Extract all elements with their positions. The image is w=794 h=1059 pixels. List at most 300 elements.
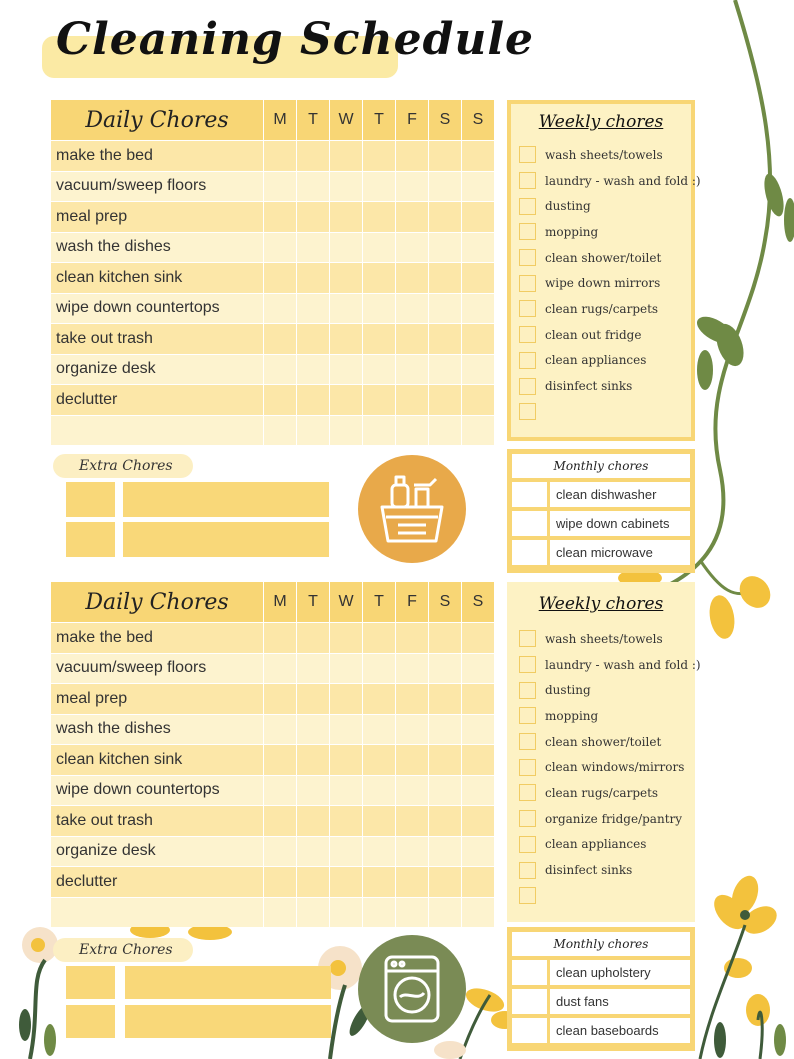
day-checkbox-cell[interactable] xyxy=(264,324,296,354)
daily-chore-label: clean kitchen sink xyxy=(51,263,263,293)
daily-chore-label: wipe down countertops xyxy=(51,294,263,324)
day-checkbox-cell[interactable] xyxy=(396,684,428,714)
day-checkbox-cell[interactable] xyxy=(264,202,296,232)
daily-chores-table-1 xyxy=(51,100,494,445)
daily-chore-row xyxy=(51,416,494,446)
daily-chore-row xyxy=(51,684,494,714)
weekly-chore-item xyxy=(511,806,691,832)
weekly-checkbox[interactable] xyxy=(519,707,536,724)
day-checkbox-cell[interactable] xyxy=(396,355,428,385)
day-checkbox-cell[interactable] xyxy=(297,202,329,232)
daily-chore-label: wipe down countertops xyxy=(51,776,263,806)
weekly-checkbox[interactable] xyxy=(519,275,536,292)
day-checkbox-cell[interactable] xyxy=(264,141,296,171)
day-checkbox-cell[interactable] xyxy=(264,294,296,324)
day-checkbox-cell[interactable] xyxy=(264,385,296,415)
weekly-chore-label: wash sheets/towels xyxy=(545,147,663,162)
day-checkbox-cell[interactable] xyxy=(429,355,461,385)
monthly-chore-label: clean baseboards xyxy=(550,1018,690,1043)
day-checkbox-cell[interactable] xyxy=(264,623,296,653)
day-checkbox-cell[interactable] xyxy=(297,684,329,714)
day-checkbox-cell[interactable] xyxy=(363,172,395,202)
monthly-row xyxy=(512,1018,690,1043)
day-checkbox-cell[interactable] xyxy=(297,623,329,653)
daily-chore-label: declutter xyxy=(51,867,263,897)
weekly-chore-item xyxy=(511,270,691,296)
day-saturday: S xyxy=(429,100,461,140)
daily-chore-row xyxy=(51,294,494,324)
monthly-chores-panel-1 xyxy=(507,449,695,573)
day-friday: F xyxy=(396,100,428,140)
day-checkbox-cell[interactable] xyxy=(264,837,296,867)
day-thursday: T xyxy=(363,582,395,622)
daily-chore-label: clean kitchen sink xyxy=(51,745,263,775)
day-checkbox-cell[interactable] xyxy=(330,324,362,354)
day-checkbox-cell[interactable] xyxy=(363,324,395,354)
weekly-chore-item xyxy=(511,780,691,806)
day-sunday: S xyxy=(462,100,494,140)
weekly-chore-item xyxy=(511,373,691,399)
day-checkbox-cell[interactable] xyxy=(462,385,494,415)
day-checkbox-cell[interactable] xyxy=(297,837,329,867)
daily-chore-row xyxy=(51,776,494,806)
day-checkbox-cell[interactable] xyxy=(363,806,395,836)
day-checkbox-cell[interactable] xyxy=(330,837,362,867)
weekly-checkbox[interactable] xyxy=(519,656,536,673)
day-checkbox-cell[interactable] xyxy=(363,355,395,385)
day-checkbox-cell[interactable] xyxy=(363,202,395,232)
day-checkbox-cell[interactable] xyxy=(396,654,428,684)
day-checkbox-cell[interactable] xyxy=(462,141,494,171)
day-checkbox-cell[interactable] xyxy=(363,715,395,745)
weekly-chore-item xyxy=(511,883,691,909)
day-checkbox-cell[interactable] xyxy=(363,776,395,806)
weekly-chore-item xyxy=(511,652,701,678)
day-checkbox-cell[interactable] xyxy=(429,806,461,836)
day-checkbox-cell[interactable] xyxy=(363,654,395,684)
daily-chore-label: wash the dishes xyxy=(51,715,263,745)
day-checkbox-cell[interactable] xyxy=(297,898,329,928)
daily-chore-row xyxy=(51,202,494,232)
day-monday: M xyxy=(264,100,296,140)
daily-chore-label: meal prep xyxy=(51,202,263,232)
day-checkbox-cell[interactable] xyxy=(264,745,296,775)
day-checkbox-cell[interactable] xyxy=(264,776,296,806)
extra-chore-check-1a[interactable] xyxy=(66,482,115,517)
day-checkbox-cell[interactable] xyxy=(396,202,428,232)
daily-chore-row xyxy=(51,385,494,415)
day-checkbox-cell[interactable] xyxy=(429,715,461,745)
day-checkbox-cell[interactable] xyxy=(429,263,461,293)
weekly-checkbox[interactable] xyxy=(519,836,536,853)
day-checkbox-cell[interactable] xyxy=(462,623,494,653)
day-checkbox-cell[interactable] xyxy=(462,654,494,684)
day-checkbox-cell[interactable] xyxy=(429,324,461,354)
day-checkbox-cell[interactable] xyxy=(297,776,329,806)
weekly-chore-item xyxy=(511,626,691,652)
day-checkbox-cell[interactable] xyxy=(429,654,461,684)
weekly-chore-label: clean appliances xyxy=(545,837,647,852)
daily-chore-row xyxy=(51,355,494,385)
day-checkbox-cell[interactable] xyxy=(429,233,461,263)
day-checkbox-cell[interactable] xyxy=(396,745,428,775)
extra-chore-check-2a[interactable] xyxy=(66,966,115,999)
weekly-chore-item xyxy=(511,832,691,858)
daily-header xyxy=(51,582,494,622)
day-checkbox-cell[interactable] xyxy=(297,867,329,897)
day-checkbox-cell[interactable] xyxy=(462,837,494,867)
day-checkbox-cell[interactable] xyxy=(297,294,329,324)
monthly-row xyxy=(512,540,690,565)
day-checkbox-cell[interactable] xyxy=(330,141,362,171)
weekly-checkbox[interactable] xyxy=(519,630,536,647)
day-checkbox-cell[interactable] xyxy=(297,172,329,202)
day-checkbox-cell[interactable] xyxy=(363,684,395,714)
extra-chore-check-2b[interactable] xyxy=(66,1005,115,1038)
day-checkbox-cell[interactable] xyxy=(264,172,296,202)
daily-chore-label xyxy=(51,898,263,928)
day-checkbox-cell[interactable] xyxy=(264,233,296,263)
day-checkbox-cell[interactable] xyxy=(429,172,461,202)
day-checkbox-cell[interactable] xyxy=(429,898,461,928)
weekly-checkbox[interactable] xyxy=(519,172,536,189)
weekly-chore-label: mopping xyxy=(545,708,599,723)
day-checkbox-cell[interactable] xyxy=(363,416,395,446)
day-checkbox-cell[interactable] xyxy=(264,263,296,293)
day-checkbox-cell[interactable] xyxy=(462,233,494,263)
monthly-row xyxy=(512,482,690,507)
washing-machine-icon xyxy=(358,935,466,1043)
monthly-checkbox[interactable] xyxy=(512,960,547,985)
monthly-row xyxy=(512,960,690,985)
weekly-checkbox[interactable] xyxy=(519,300,536,317)
weekly-chore-label: clean windows/mirrors xyxy=(545,760,685,775)
extra-chore-field-1b[interactable] xyxy=(123,522,329,557)
day-checkbox-cell[interactable] xyxy=(363,141,395,171)
day-checkbox-cell[interactable] xyxy=(429,385,461,415)
day-checkbox-cell[interactable] xyxy=(396,898,428,928)
day-checkbox-cell[interactable] xyxy=(429,867,461,897)
day-checkbox-cell[interactable] xyxy=(429,623,461,653)
weekly-chore-label: disinfect sinks xyxy=(545,379,633,394)
monthly-chore-label: wipe down cabinets xyxy=(550,511,690,536)
day-checkbox-cell[interactable] xyxy=(297,324,329,354)
cleaning-basket-icon xyxy=(358,455,466,563)
daily-chore-row xyxy=(51,172,494,202)
monthly-chores-panel-2 xyxy=(507,927,695,1051)
weekly-chores-heading: Weekly chores xyxy=(538,594,664,614)
day-checkbox-cell[interactable] xyxy=(297,654,329,684)
weekly-chore-item xyxy=(511,245,691,271)
monthly-chores-heading: Monthly chores xyxy=(512,932,690,956)
day-checkbox-cell[interactable] xyxy=(363,233,395,263)
daily-chore-row xyxy=(51,654,494,684)
extra-chore-check-1b[interactable] xyxy=(66,522,115,557)
day-checkbox-cell[interactable] xyxy=(363,385,395,415)
weekly-chore-item xyxy=(511,193,691,219)
monthly-row xyxy=(512,989,690,1014)
day-checkbox-cell[interactable] xyxy=(462,294,494,324)
weekly-chore-label: laundry - wash and fold :) xyxy=(545,657,701,672)
day-checkbox-cell[interactable] xyxy=(330,385,362,415)
daily-chore-label: take out trash xyxy=(51,324,263,354)
day-checkbox-cell[interactable] xyxy=(330,776,362,806)
day-checkbox-cell[interactable] xyxy=(429,141,461,171)
day-checkbox-cell[interactable] xyxy=(264,654,296,684)
day-monday: M xyxy=(264,582,296,622)
daily-chore-label: vacuum/sweep floors xyxy=(51,172,263,202)
day-checkbox-cell[interactable] xyxy=(429,837,461,867)
day-checkbox-cell[interactable] xyxy=(396,172,428,202)
weekly-chore-item xyxy=(511,703,691,729)
monthly-checkbox[interactable] xyxy=(512,989,547,1014)
day-checkbox-cell[interactable] xyxy=(330,233,362,263)
weekly-checkbox[interactable] xyxy=(519,759,536,776)
daily-chore-row xyxy=(51,745,494,775)
day-checkbox-cell[interactable] xyxy=(462,172,494,202)
weekly-chore-label: clean rugs/carpets xyxy=(545,785,659,800)
weekly-checkbox[interactable] xyxy=(519,146,536,163)
day-checkbox-cell[interactable] xyxy=(396,806,428,836)
day-checkbox-cell[interactable] xyxy=(462,263,494,293)
weekly-checkbox[interactable] xyxy=(519,784,536,801)
daily-chore-label: make the bed xyxy=(51,141,263,171)
daily-chore-label: meal prep xyxy=(51,684,263,714)
day-friday: F xyxy=(396,582,428,622)
weekly-chore-label: clean appliances xyxy=(545,353,647,368)
monthly-checkbox[interactable] xyxy=(512,511,547,536)
weekly-chore-item xyxy=(511,348,691,374)
daily-chore-label: make the bed xyxy=(51,623,263,653)
weekly-checkbox[interactable] xyxy=(519,403,536,420)
weekly-chore-item xyxy=(511,322,691,348)
weekly-checkbox[interactable] xyxy=(519,326,536,343)
day-checkbox-cell[interactable] xyxy=(429,776,461,806)
day-checkbox-cell[interactable] xyxy=(396,141,428,171)
day-checkbox-cell[interactable] xyxy=(363,898,395,928)
weekly-checkbox[interactable] xyxy=(519,733,536,750)
day-checkbox-cell[interactable] xyxy=(396,867,428,897)
weekly-chore-item xyxy=(511,729,691,755)
weekly-chore-label: clean out fridge xyxy=(545,327,642,342)
day-checkbox-cell[interactable] xyxy=(396,324,428,354)
weekly-chores-heading: Weekly chores xyxy=(538,112,664,132)
weekly-chores-panel-1 xyxy=(507,100,701,441)
monthly-row xyxy=(512,511,690,536)
day-checkbox-cell[interactable] xyxy=(429,202,461,232)
day-checkbox-cell[interactable] xyxy=(429,745,461,775)
daily-chore-row xyxy=(51,324,494,354)
day-checkbox-cell[interactable] xyxy=(297,233,329,263)
day-checkbox-cell[interactable] xyxy=(330,715,362,745)
daily-header xyxy=(51,100,494,140)
day-checkbox-cell[interactable] xyxy=(330,684,362,714)
day-checkbox-cell[interactable] xyxy=(297,745,329,775)
day-sunday: S xyxy=(462,582,494,622)
monthly-checkbox[interactable] xyxy=(512,482,547,507)
day-checkbox-cell[interactable] xyxy=(330,172,362,202)
monthly-chore-label: clean upholstery xyxy=(550,960,690,985)
monthly-chore-label: dust fans xyxy=(550,989,690,1014)
daily-chores-table-2 xyxy=(51,582,494,927)
daily-chore-row xyxy=(51,806,494,836)
day-checkbox-cell[interactable] xyxy=(297,715,329,745)
day-checkbox-cell[interactable] xyxy=(330,416,362,446)
day-checkbox-cell[interactable] xyxy=(330,898,362,928)
weekly-chore-label: disinfect sinks xyxy=(545,863,633,878)
day-checkbox-cell[interactable] xyxy=(330,355,362,385)
day-wednesday: W xyxy=(330,582,362,622)
monthly-checkbox[interactable] xyxy=(512,1018,547,1043)
monthly-chore-label: clean microwave xyxy=(550,540,690,565)
weekly-chores-panel-2 xyxy=(507,582,701,922)
weekly-checkbox[interactable] xyxy=(519,352,536,369)
day-checkbox-cell[interactable] xyxy=(462,715,494,745)
weekly-checkbox[interactable] xyxy=(519,249,536,266)
day-checkbox-cell[interactable] xyxy=(396,294,428,324)
day-checkbox-cell[interactable] xyxy=(363,623,395,653)
day-checkbox-cell[interactable] xyxy=(264,684,296,714)
day-tuesday: T xyxy=(297,100,329,140)
day-checkbox-cell[interactable] xyxy=(264,898,296,928)
day-checkbox-cell[interactable] xyxy=(264,715,296,745)
day-checkbox-cell[interactable] xyxy=(462,806,494,836)
day-checkbox-cell[interactable] xyxy=(297,355,329,385)
day-wednesday: W xyxy=(330,100,362,140)
day-checkbox-cell[interactable] xyxy=(330,623,362,653)
day-checkbox-cell[interactable] xyxy=(462,324,494,354)
weekly-chore-label: dusting xyxy=(545,199,591,214)
day-checkbox-cell[interactable] xyxy=(264,416,296,446)
day-checkbox-cell[interactable] xyxy=(330,867,362,897)
day-checkbox-cell[interactable] xyxy=(363,294,395,324)
weekly-chore-label: mopping xyxy=(545,224,599,239)
day-checkbox-cell[interactable] xyxy=(396,385,428,415)
day-checkbox-cell[interactable] xyxy=(396,715,428,745)
day-checkbox-cell[interactable] xyxy=(429,416,461,446)
day-checkbox-cell[interactable] xyxy=(297,141,329,171)
extra-chore-field-1a[interactable] xyxy=(123,482,329,517)
day-checkbox-cell[interactable] xyxy=(462,355,494,385)
day-checkbox-cell[interactable] xyxy=(396,416,428,446)
day-checkbox-cell[interactable] xyxy=(330,654,362,684)
daily-chore-label: wash the dishes xyxy=(51,233,263,263)
day-checkbox-cell[interactable] xyxy=(264,806,296,836)
daily-chore-row xyxy=(51,867,494,897)
daily-chore-label: vacuum/sweep floors xyxy=(51,654,263,684)
day-checkbox-cell[interactable] xyxy=(396,776,428,806)
daily-chore-row xyxy=(51,715,494,745)
day-checkbox-cell[interactable] xyxy=(396,233,428,263)
weekly-chore-item xyxy=(511,168,701,194)
day-checkbox-cell[interactable] xyxy=(363,837,395,867)
day-checkbox-cell[interactable] xyxy=(297,385,329,415)
monthly-checkbox[interactable] xyxy=(512,540,547,565)
day-checkbox-cell[interactable] xyxy=(330,202,362,232)
daily-chore-label: declutter xyxy=(51,385,263,415)
weekly-checkbox[interactable] xyxy=(519,862,536,879)
daily-chore-row xyxy=(51,898,494,928)
day-checkbox-cell[interactable] xyxy=(363,867,395,897)
extra-chore-field-2b[interactable] xyxy=(125,1005,331,1038)
day-checkbox-cell[interactable] xyxy=(462,776,494,806)
weekly-chore-item xyxy=(511,754,691,780)
weekly-chore-label: organize fridge/pantry xyxy=(545,811,683,826)
daily-chores-heading: Daily Chores xyxy=(51,582,263,622)
weekly-chore-item xyxy=(511,677,691,703)
weekly-checkbox[interactable] xyxy=(519,810,536,827)
daily-chore-label xyxy=(51,416,263,446)
weekly-checkbox[interactable] xyxy=(519,682,536,699)
weekly-chore-label: clean shower/toilet xyxy=(545,250,662,265)
day-checkbox-cell[interactable] xyxy=(462,202,494,232)
daily-chore-label: take out trash xyxy=(51,806,263,836)
daily-chore-row xyxy=(51,623,494,653)
monthly-chores-heading: Monthly chores xyxy=(512,454,690,478)
extra-chore-field-2a[interactable] xyxy=(125,966,331,999)
daily-chore-row xyxy=(51,233,494,263)
day-checkbox-cell[interactable] xyxy=(462,416,494,446)
day-tuesday: T xyxy=(297,582,329,622)
day-checkbox-cell[interactable] xyxy=(462,867,494,897)
day-checkbox-cell[interactable] xyxy=(462,898,494,928)
daily-chore-row xyxy=(51,141,494,171)
extra-chores-label-1: Extra Chores xyxy=(53,454,193,478)
day-thursday: T xyxy=(363,100,395,140)
weekly-checkbox[interactable] xyxy=(519,378,536,395)
weekly-chore-label: dusting xyxy=(545,683,591,698)
day-checkbox-cell[interactable] xyxy=(396,837,428,867)
weekly-checkbox[interactable] xyxy=(519,887,536,904)
day-checkbox-cell[interactable] xyxy=(363,263,395,293)
weekly-chore-item xyxy=(511,142,691,168)
day-checkbox-cell[interactable] xyxy=(297,806,329,836)
weekly-chore-item xyxy=(511,399,691,425)
day-checkbox-cell[interactable] xyxy=(264,867,296,897)
weekly-chore-item xyxy=(511,219,691,245)
weekly-chore-item xyxy=(511,857,691,883)
weekly-chore-item xyxy=(511,296,691,322)
day-checkbox-cell[interactable] xyxy=(330,806,362,836)
monthly-chore-label: clean dishwasher xyxy=(550,482,690,507)
day-checkbox-cell[interactable] xyxy=(363,745,395,775)
day-checkbox-cell[interactable] xyxy=(264,355,296,385)
weekly-chore-label: clean shower/toilet xyxy=(545,734,662,749)
daily-chore-row xyxy=(51,263,494,293)
day-checkbox-cell[interactable] xyxy=(297,416,329,446)
weekly-chore-label: clean rugs/carpets xyxy=(545,301,659,316)
weekly-checkbox[interactable] xyxy=(519,198,536,215)
weekly-chore-label: laundry - wash and fold :) xyxy=(545,173,701,188)
daily-chore-label: organize desk xyxy=(51,355,263,385)
daily-chore-row xyxy=(51,837,494,867)
day-checkbox-cell[interactable] xyxy=(429,684,461,714)
day-checkbox-cell[interactable] xyxy=(396,263,428,293)
day-saturday: S xyxy=(429,582,461,622)
day-checkbox-cell[interactable] xyxy=(297,263,329,293)
weekly-checkbox[interactable] xyxy=(519,223,536,240)
day-checkbox-cell[interactable] xyxy=(396,623,428,653)
day-checkbox-cell[interactable] xyxy=(429,294,461,324)
day-checkbox-cell[interactable] xyxy=(330,294,362,324)
day-checkbox-cell[interactable] xyxy=(330,263,362,293)
weekly-chore-label: wipe down mirrors xyxy=(545,276,661,291)
day-checkbox-cell[interactable] xyxy=(330,745,362,775)
day-checkbox-cell[interactable] xyxy=(462,684,494,714)
daily-chore-label: organize desk xyxy=(51,837,263,867)
day-checkbox-cell[interactable] xyxy=(462,745,494,775)
weekly-chore-label: wash sheets/towels xyxy=(545,631,663,646)
